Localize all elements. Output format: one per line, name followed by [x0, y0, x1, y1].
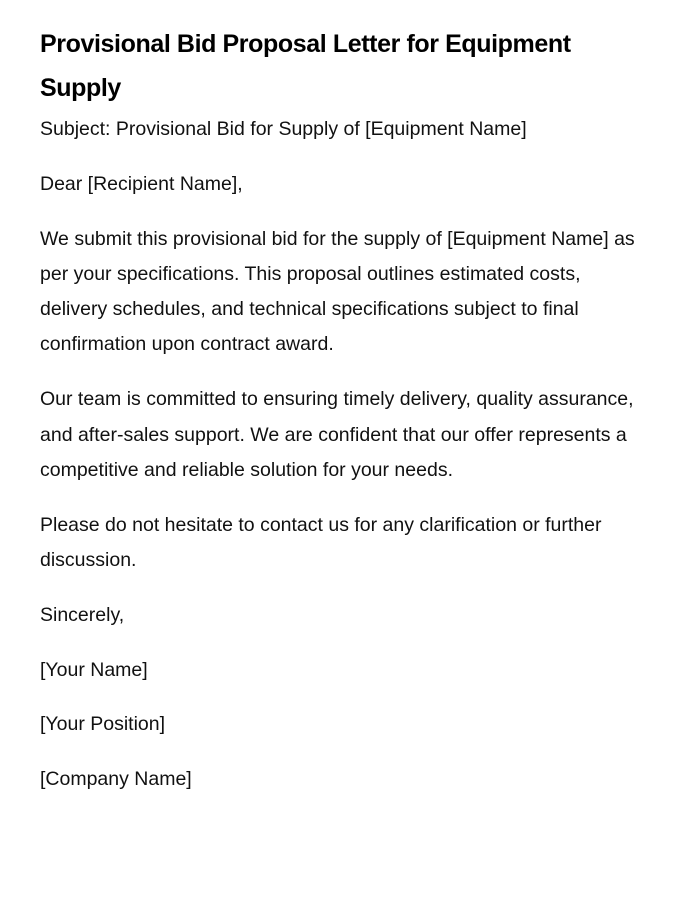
body-paragraph-3: Please do not hesitate to contact us for any clarification or further discussion. [40, 513, 602, 571]
letter-title: Provisional Bid Proposal Letter for Equipment Supply [40, 30, 571, 102]
body-paragraph-2: Our team is committed to ensuring timely delivery, quality assurance, and after-sales support. We are confident that our offer represents a competitive and reliable solution for your needs. [40, 388, 634, 481]
letter-subject: Subject: Provisional Bid for Supply of [Equipment Name] [40, 118, 527, 140]
body-paragraph-1: We submit this provisional bid for the supply of [Equipment Name] as per your specifications. This proposal outlines estimated costs, delivery schedules, and technical specifications subject to final confirmation upon contract award. [40, 227, 635, 356]
signature-company: [Company Name] [40, 768, 192, 791]
signature-position: [Your Position] [40, 713, 166, 736]
letter-salutation: Dear [Recipient Name], [40, 172, 243, 195]
signature-name: [Your Name] [40, 658, 148, 681]
letter-closing: Sincerely, [40, 603, 125, 626]
